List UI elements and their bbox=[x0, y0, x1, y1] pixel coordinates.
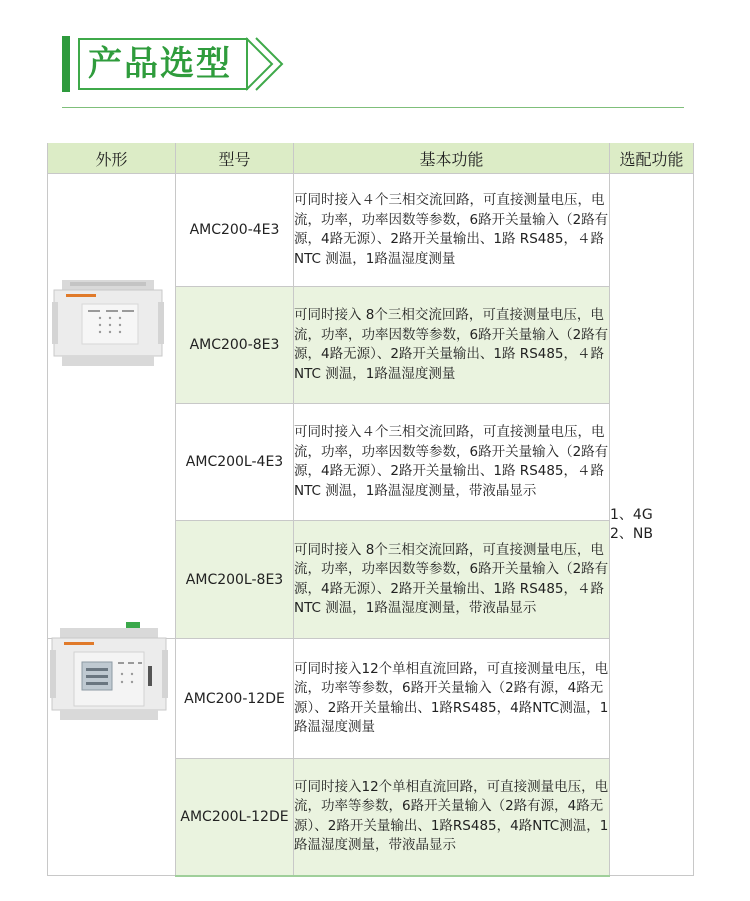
model-cell: AMC200L-4E3 bbox=[176, 404, 294, 521]
chevron-right-icon bbox=[242, 36, 302, 92]
device-image-cell bbox=[48, 639, 176, 876]
header-function: 基本功能 bbox=[294, 143, 610, 174]
model-cell: AMC200L-8E3 bbox=[176, 521, 294, 639]
function-cell: 可同时接入４个三相交流回路，可直接测量电压，电流，功率，功率因数等参数，6路开关量输入（2路有源，4路无源）、2路开关量输出、1路 RS485，４路 NTC 测温，1路温湿度测量 bbox=[294, 174, 610, 287]
amc200-device-image bbox=[52, 280, 164, 366]
heading-accent-bar bbox=[62, 36, 70, 92]
model-cell: AMC200-4E3 bbox=[176, 174, 294, 287]
function-cell: 可同时接入 8个三相交流回路，可直接测量电压，电流，功率，功率因数等参数，6路开关量输入（2路有源，4路无源）、2路开关量输出、1路 RS485，４路 NTC 测温，1路温湿度测量，带液晶显示 bbox=[294, 521, 610, 639]
title-divider bbox=[62, 107, 684, 108]
section-heading bbox=[62, 36, 282, 92]
option-nb: 2、NB bbox=[610, 525, 653, 542]
product-selection-table bbox=[47, 143, 694, 877]
table-row bbox=[48, 639, 694, 759]
table-row bbox=[48, 174, 694, 287]
options-cell bbox=[610, 174, 694, 876]
function-cell: 可同时接入12个单相直流回路，可直接测量电压，电流，功率等参数，6路开关量输入（2路有源，4路无源）、2路开关量输出、1路RS485，4路NTC测温，1路温湿度测量，带液晶显示 bbox=[294, 759, 610, 876]
function-cell: 可同时接入 8个三相交流回路，可直接测量电压，电流，功率，功率因数等参数，6路开关量输入（2路有源，4路无源）、2路开关量输出、1路 RS485，４路 NTC 测温，1路温湿度测量 bbox=[294, 287, 610, 404]
header-shape: 外形 bbox=[48, 143, 176, 174]
function-cell: 可同时接入４个三相交流回路，可直接测量电压，电流，功率，功率因数等参数，6路开关量输入（2路有源，4路无源）、2路开关量输出、1路 RS485，４路 NTC 测温，1路温湿度测量，带液晶显示 bbox=[294, 404, 610, 521]
model-cell: AMC200-8E3 bbox=[176, 287, 294, 404]
header-options: 选配功能 bbox=[610, 143, 694, 174]
header-model: 型号 bbox=[176, 143, 294, 174]
option-4g: 1、4G bbox=[610, 506, 653, 523]
amc200l-device-image bbox=[50, 622, 168, 726]
device-image-cell bbox=[48, 174, 176, 639]
table-header-row bbox=[48, 143, 694, 174]
model-cell: AMC200-12DE bbox=[176, 639, 294, 759]
model-cell: AMC200L-12DE bbox=[176, 759, 294, 876]
page-title: 产品选型 bbox=[88, 44, 232, 84]
function-cell: 可同时接入12个单相直流回路，可直接测量电压，电流，功率等参数，6路开关量输入（2路有源，4路无源）、2路开关量输出、1路RS485，4路NTC测温，1路温湿度测量 bbox=[294, 639, 610, 759]
